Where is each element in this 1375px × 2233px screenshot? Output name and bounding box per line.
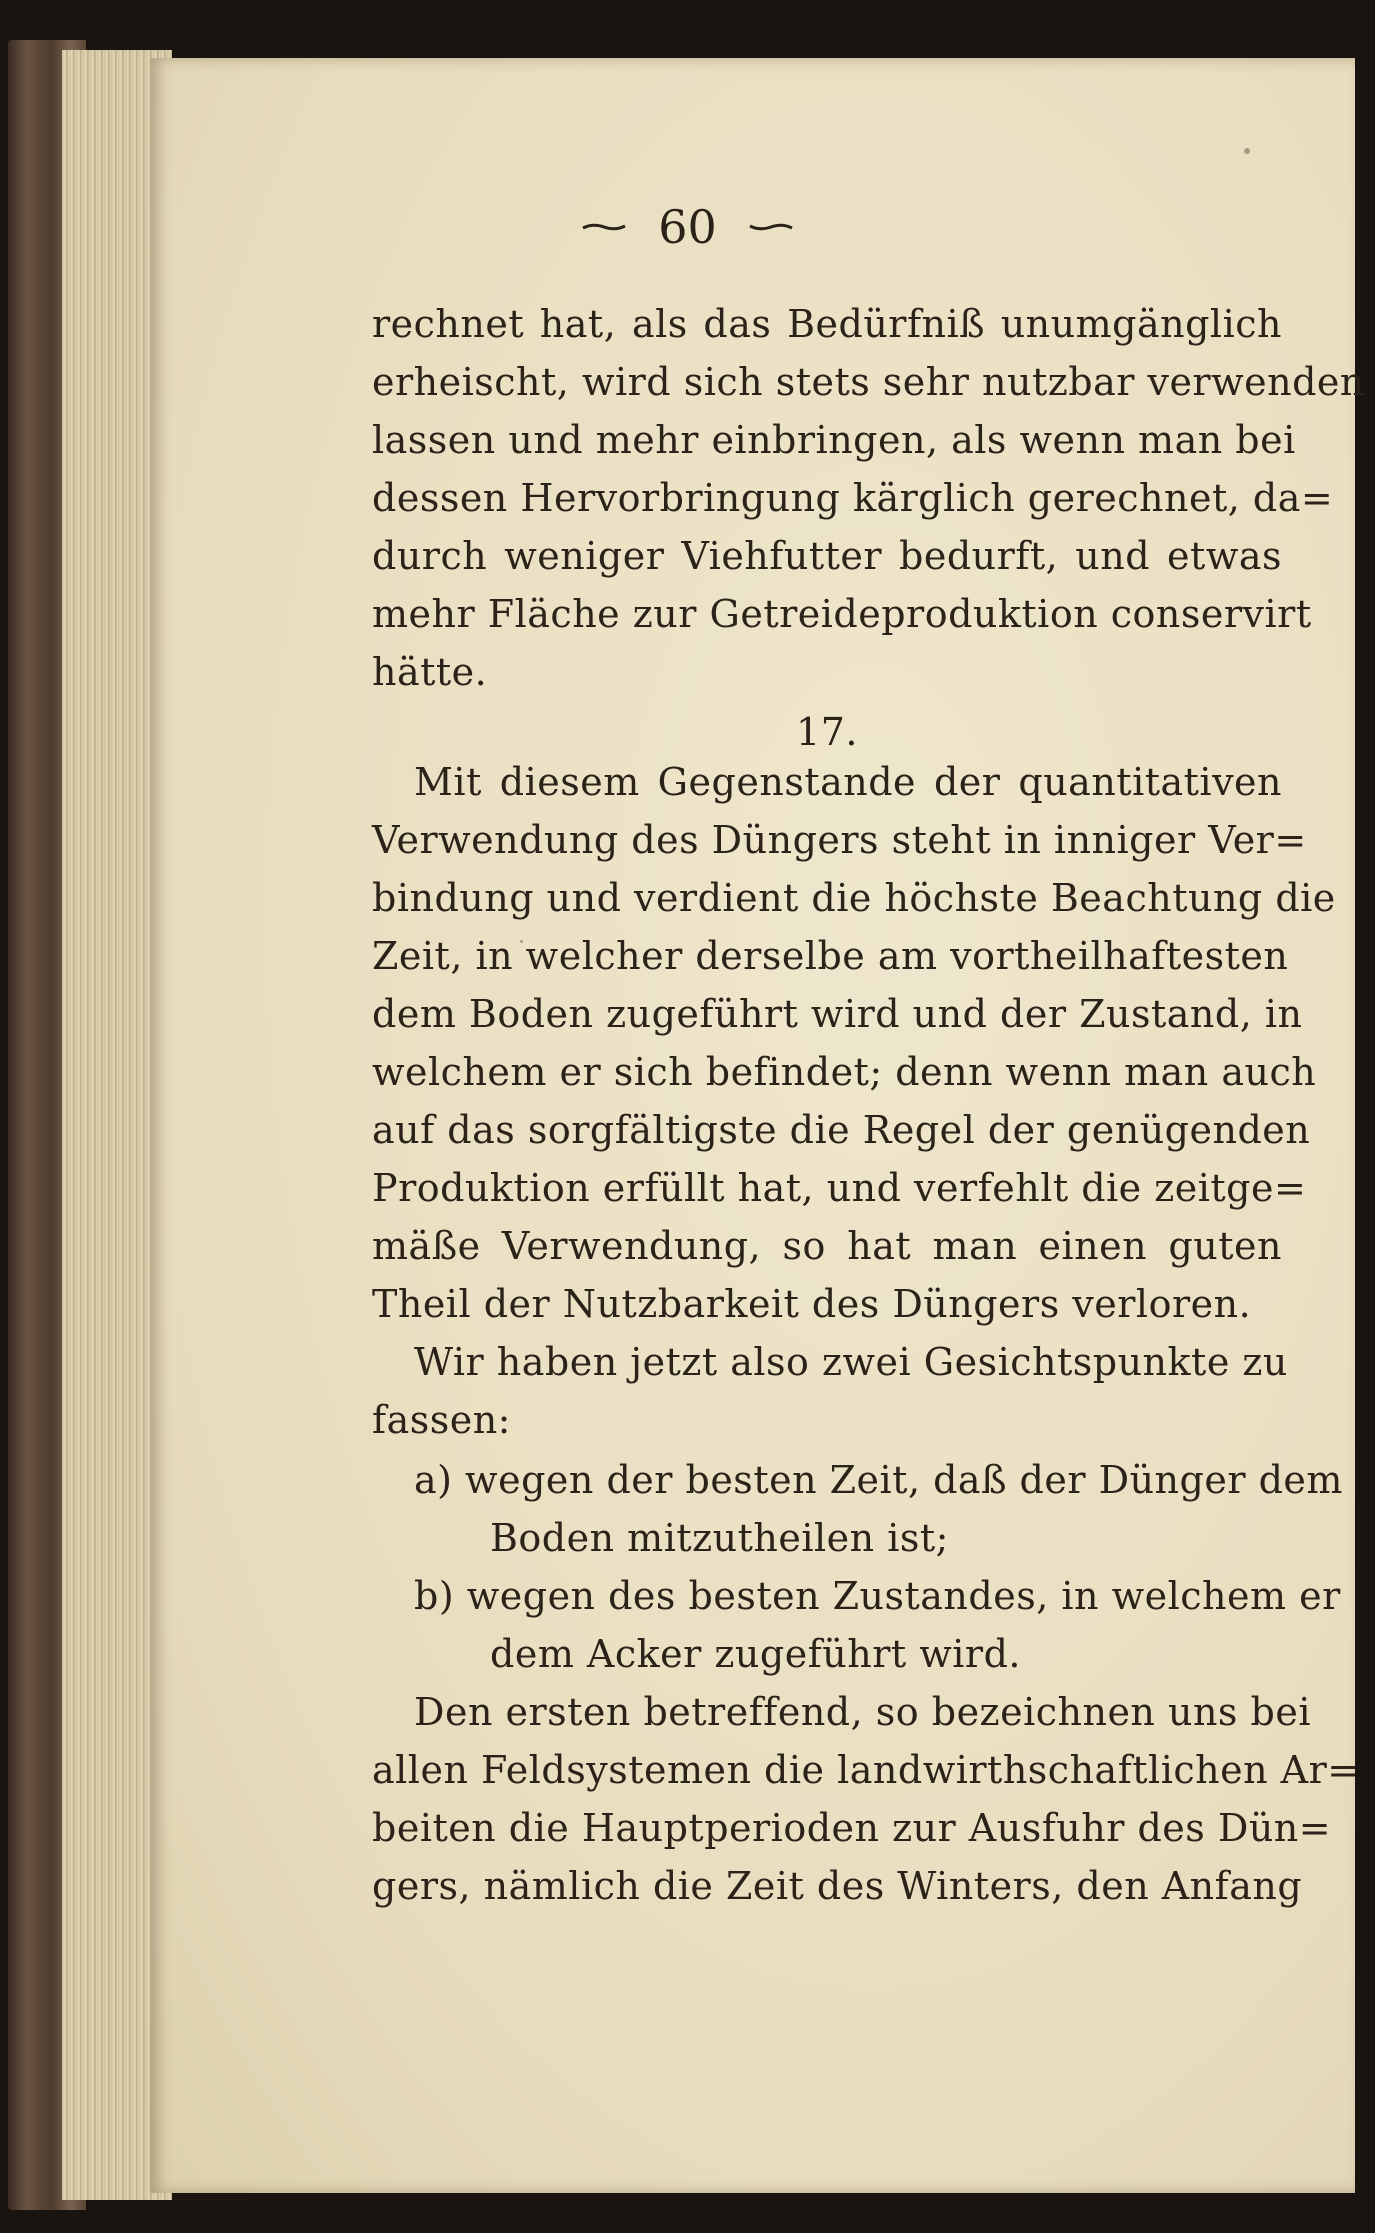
left-ornament-icon bbox=[581, 222, 627, 232]
text-line: Mit diesem Gegenstande der quantitativen bbox=[414, 760, 1282, 804]
text-line: Den ersten betreffend, so bezeichnen uns bei bbox=[414, 1690, 1311, 1734]
text-line: bindung und verdient die höchste Beachtung die bbox=[372, 876, 1336, 920]
text-line: beiten die Hauptperioden zur Ausfuhr des Dün= bbox=[372, 1806, 1332, 1850]
text-line: mäße Verwendung, so hat man einen guten bbox=[372, 1224, 1282, 1268]
section-number: 17. bbox=[796, 710, 858, 754]
text-line: erheischt, wird sich stets sehr nutzbar verwenden bbox=[372, 360, 1365, 404]
text-line: Wir haben jetzt also zwei Gesichtspunkte zu bbox=[414, 1340, 1288, 1384]
page-header bbox=[0, 200, 1375, 254]
text-line: mehr Fläche zur Getreideproduktion conservirt bbox=[372, 592, 1312, 636]
text-line: allen Feldsystemen die landwirthschaftlichen Ar= bbox=[372, 1748, 1360, 1792]
text-line: auf das sorgfältigste die Regel der genügenden bbox=[372, 1108, 1311, 1152]
list-item-b-continued: dem Acker zugeführt wird. bbox=[490, 1632, 1021, 1676]
list-item-b: b) wegen des besten Zustandes, in welchem er bbox=[414, 1574, 1341, 1618]
text-line: welchem er sich befindet; denn wenn man auch bbox=[372, 1050, 1317, 1094]
text-line: Produktion erfüllt hat, und verfehlt die zeitge= bbox=[372, 1166, 1307, 1210]
text-line: gers, nämlich die Zeit des Winters, den Anfang bbox=[372, 1864, 1303, 1908]
right-ornament-icon bbox=[748, 222, 794, 232]
text-line: dem Boden zugeführt wird und der Zustand, in bbox=[372, 992, 1303, 1036]
text-line: fassen: bbox=[372, 1398, 511, 1442]
text-line: hätte. bbox=[372, 650, 488, 694]
text-line: Theil der Nutzbarkeit des Düngers verloren. bbox=[372, 1282, 1252, 1326]
paper-speck bbox=[1244, 148, 1250, 154]
page-number: 60 bbox=[658, 200, 717, 254]
text-line: Zeit, in welcher derselbe am vortheilhaftesten bbox=[372, 934, 1289, 978]
text-line: durch weniger Viehfutter bedurft, und etwas bbox=[372, 534, 1282, 578]
text-line: rechnet hat, als das Bedürfniß unumgänglich bbox=[372, 302, 1282, 346]
text-line: dessen Hervorbringung kärglich gerechnet, da= bbox=[372, 476, 1334, 520]
list-item-a: a) wegen der besten Zeit, daß der Dünger dem bbox=[414, 1458, 1343, 1502]
text-line: Verwendung des Düngers steht in inniger Ver= bbox=[372, 818, 1307, 862]
text-line: lassen und mehr einbringen, als wenn man bei bbox=[372, 418, 1296, 462]
list-item-a-continued: Boden mitzutheilen ist; bbox=[490, 1516, 949, 1560]
